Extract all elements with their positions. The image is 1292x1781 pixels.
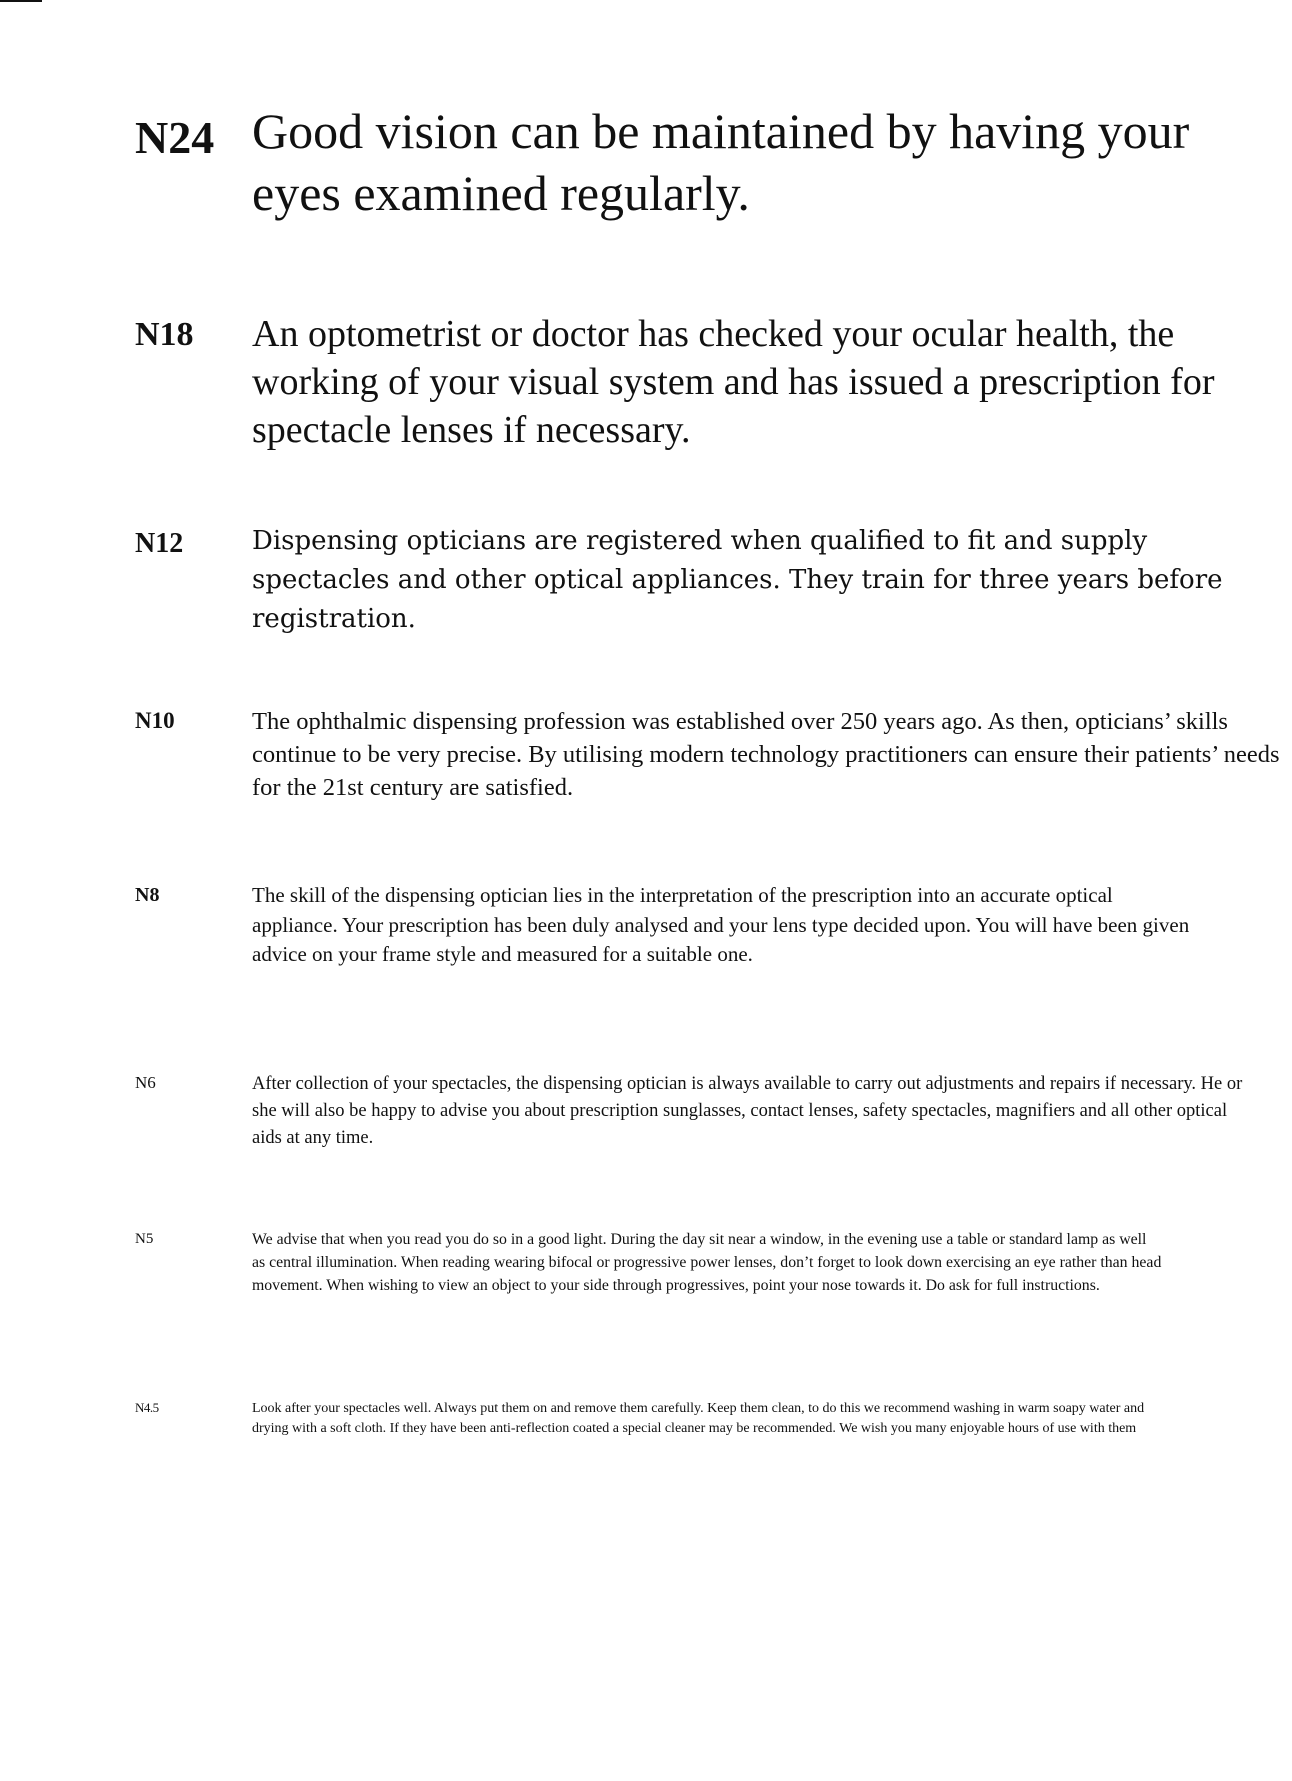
reading-text: After collection of your spectacles, the dispensing optician is always available to carry out adjustments and repairs if necessary. He or she will also be happy to advise you about prescription sunglasses, contact lenses, safety spectacles, magnifiers and all other optical aids at any time. bbox=[252, 1074, 1243, 1148]
size-label: N18 bbox=[135, 316, 194, 353]
size-label: N10 bbox=[135, 708, 175, 733]
size-label: N6 bbox=[135, 1073, 156, 1092]
size-label: N8 bbox=[135, 884, 160, 906]
reading-text: An optometrist or doctor has checked your ocular health, the working of your visual system and has issued a prescription for spectacle lenses if necessary. bbox=[252, 313, 1215, 451]
reading-text: We advise that when you read you do so in a good light. During the day sit near a window, in the evening use a table or standard lamp as well as central illumination. When reading wearing bifocal or progressive power lenses, don’t forget to look down exercising an eye rather than head movement. When wishing to view an object to your side through progressives, point your nose towards it. Do ask for full instructions. bbox=[252, 1231, 1162, 1294]
reading-text: Look after your spectacles well. Always put them on and remove them carefully. Keep them clean, to do this we recommend washing in warm soapy water and drying with a soft cloth. If they have been anti-reflection coated a special cleaner may be recommended. We wish you many enjoyable hours of use with them bbox=[252, 1401, 1145, 1436]
reading-text: The skill of the dispensing optician lies in the interpretation of the prescription into an accurate optical appliance. Your prescription has been duly analysed and your lens type decided upon. You will have been given advice on your frame style and measured for a suitable one. bbox=[252, 883, 1190, 966]
size-label: N4.5 bbox=[135, 1400, 159, 1415]
corner-mark bbox=[0, 0, 42, 2]
size-label: N24 bbox=[135, 112, 215, 163]
reading-text: Dispensing opticians are registered when qualified to fit and supply spectacles and other optical appliances. They train for three years before registration. bbox=[252, 526, 1223, 634]
reading-text: The ophthalmic dispensing profession was established over 250 years ago. As then, opticians’ skills continue to be very precise. By utilising modern technology practitioners can ensure their patients’ needs for the 21st century are satisfied. bbox=[252, 708, 1280, 801]
reading-text: Good vision can be maintained by having your eyes examined regularly. bbox=[252, 103, 1190, 221]
size-label: N5 bbox=[135, 1231, 154, 1247]
size-label: N12 bbox=[135, 528, 184, 559]
